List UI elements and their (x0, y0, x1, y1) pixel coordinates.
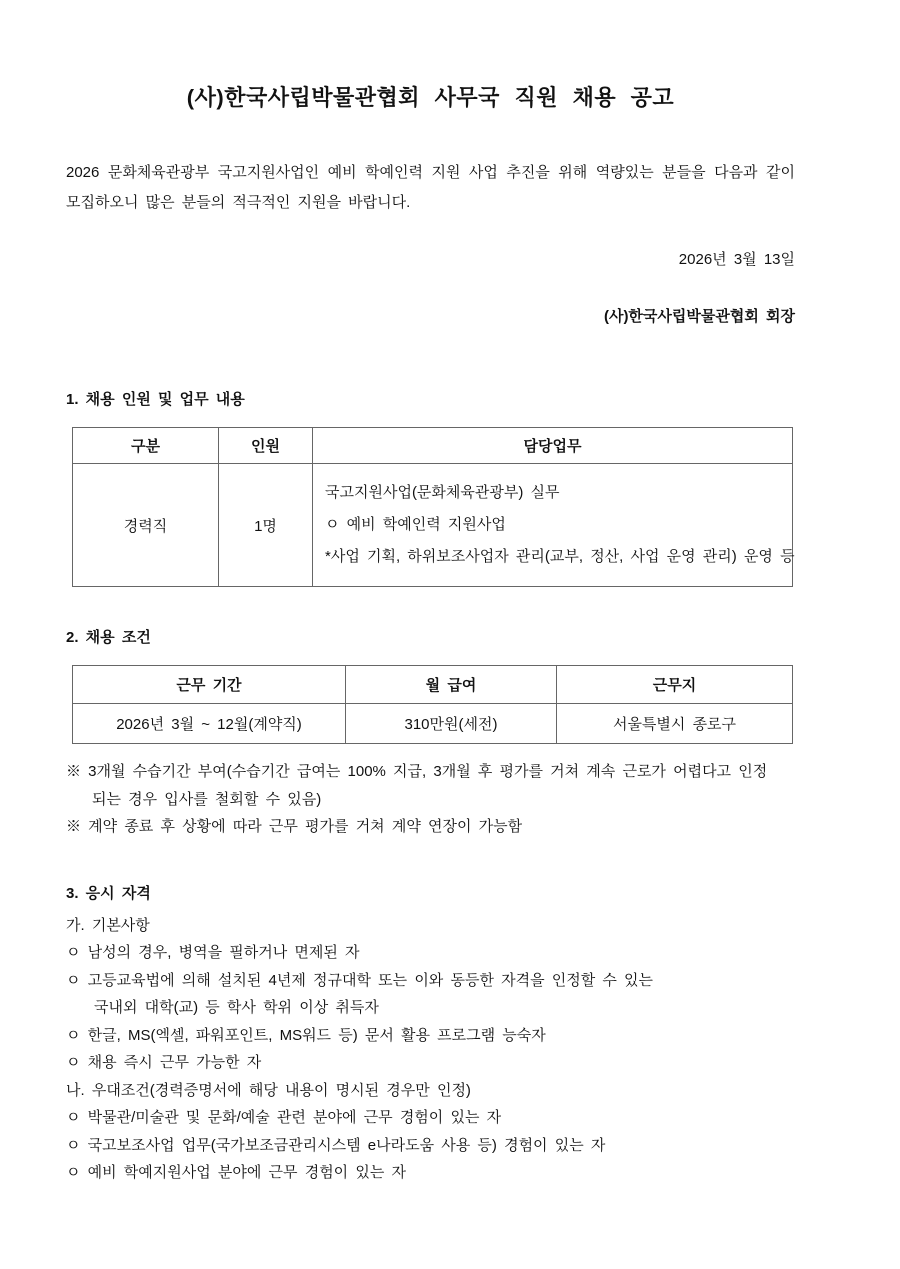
intro-line: 2026 문화체육관광부 국고지원사업인 예비 학예인력 지원 사업 추진을 위해 역량있는 분들을 다음과 같이 (66, 164, 795, 181)
list-item: ㅇ 예비 학예지원사업 분야에 근무 경험이 있는 자 (66, 1164, 406, 1181)
conditions-table (72, 665, 793, 744)
column-header-category: 구분 (73, 428, 219, 464)
section-heading-conditions: 2. 채용 조건 (66, 629, 151, 646)
section-heading-recruitment: 1. 채용 인원 및 업무 내용 (66, 391, 245, 408)
cell-count: 1명 (219, 464, 313, 587)
list-item: 나. 우대조건(경력증명서에 해당 내용이 명시된 경우만 인정) (66, 1081, 471, 1099)
qualifications-list (66, 912, 795, 1187)
cell-location: 서울특별시 종로구 (557, 704, 793, 744)
list-item: ㅇ 국고보조사업 업무(국가보조금관리시스템 e나라도움 사용 등) 경험이 있는 자 (66, 1136, 606, 1154)
list-item: 가. 기본사항 (66, 916, 150, 934)
column-header-location: 근무지 (557, 666, 793, 704)
cell-salary: 310만원(세전) (346, 704, 557, 744)
document-date: 2026년 3월 13일 (678, 251, 795, 268)
list-item: ㅇ 고등교육법에 의해 설치된 4년제 정규대학 또는 이와 동등한 자격을 인정할 수 있는 (66, 971, 654, 989)
cell-duties (313, 464, 793, 587)
table-row (73, 704, 793, 744)
note-line: ※ 3개월 수습기간 부여(수습기간 급여는 100% 지급, 3개월 후 평가를 거쳐 계속 근로가 어렵다고 인정 (66, 763, 768, 780)
note-line-continuation: 되는 경우 입사를 철회할 수 있음) (92, 790, 322, 808)
column-header-count: 인원 (219, 428, 313, 464)
column-header-period: 근무 기간 (73, 666, 346, 704)
conditions-notes (66, 758, 795, 841)
list-item: ㅇ 채용 즉시 근무 가능한 자 (66, 1054, 262, 1071)
duty-line: 국고지원사업(문화체육관광부) 실무 (325, 484, 560, 501)
intro-paragraph (66, 158, 795, 218)
signature-chairman: (사)한국사립박물관협회 회장 (603, 308, 795, 325)
list-item-continuation: 국내외 대학(교) 등 학사 학위 이상 취득자 (94, 999, 379, 1016)
section-heading-qualifications: 3. 응시 자격 (66, 884, 151, 902)
duty-line: ㅇ 예비 학예인력 지원사업 (325, 516, 506, 533)
cell-period: 2026년 3월 ~ 12월(계약직) (73, 704, 346, 744)
table-row (73, 464, 793, 587)
list-item: ㅇ 박물관/미술관 및 문화/예술 관련 분야에 근무 경험이 있는 자 (66, 1109, 502, 1126)
note-line: ※ 계약 종료 후 상황에 따라 근무 평가를 거쳐 계약 연장이 가능함 (66, 818, 523, 835)
duty-line: *사업 기획, 하위보조사업자 관리(교부, 정산, 사업 운영 관리) 운영 등 (325, 548, 795, 565)
cell-category: 경력직 (73, 464, 219, 587)
table-header-row (73, 428, 793, 464)
column-header-salary: 월 급여 (346, 666, 557, 704)
column-header-duties: 담당업무 (313, 428, 793, 464)
recruitment-table (72, 427, 793, 587)
page-title: (사)한국사립박물관협회 사무국 직원 채용 공고 (186, 85, 675, 110)
table-header-row (73, 666, 793, 704)
list-item: ㅇ 남성의 경우, 병역을 필하거나 면제된 자 (66, 944, 360, 961)
intro-line: 모집하오니 많은 분들의 적극적인 지원을 바랍니다. (66, 194, 411, 211)
list-item: ㅇ 한글, MS(엑셀, 파워포인트, MS워드 등) 문서 활용 프로그램 능숙자 (66, 1026, 546, 1044)
